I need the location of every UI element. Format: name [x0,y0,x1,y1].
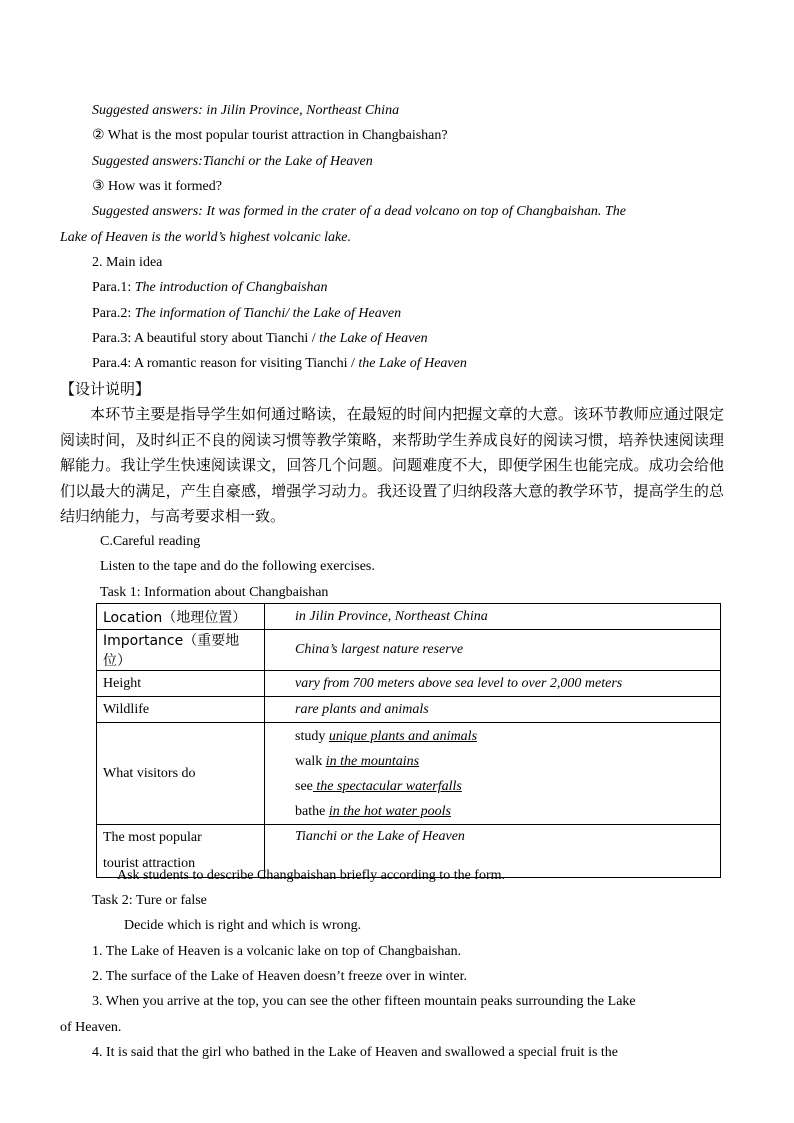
statement-3-line2: of Heaven. [60,1020,122,1035]
task-2-heading: Task 2: Ture or false [92,893,207,908]
popular-value: Tianchi or the Lake of Heaven [265,825,721,878]
statement-2: 2. The surface of the Lake of Heaven doesn’t freeze over in winter. [92,969,467,984]
answer-3-line1: Suggested answers: It was formed in the crater of a dead volcano on top of Changbaishan. The [92,204,626,219]
ask-instruction: Ask students to describe Changbaishan briefly according to the form. [117,868,506,883]
design-paragraph: 本环节主要是指导学生如何通过略读，在最短的时间内把握文章的大意。该环节教师应通过限定阅读时间，及时纠正不良的阅读习惯等教学策略，来帮助学生养成良好的阅读习惯，培养快速阅读理解能力。我让学生快速阅读课文，回答几个问题。问题难度不大，即便学困生也能完成。成功会给他们以最大的满足，产生自豪感，增强学习动力。我还设置了归纳段落大意的教学环节，提高学生的总结归纳能力，与高考要求相一致。 [60,405,724,525]
para-text: the Lake of Heaven [358,356,467,371]
para-text: The information of Tianchi/ the Lake of Heaven [134,306,402,321]
visitor-activity-see: see the spectacular waterfalls [295,778,462,794]
table-row [97,604,721,630]
para-1-idea [92,278,328,298]
statement-1: 1. The Lake of Heaven is a volcanic lake on top of Changbaishan. [92,944,462,959]
location-label: Location（地理位置） [97,604,265,630]
importance-label: Importance（重要地位） [97,630,265,671]
design-heading: 【设计说明】 [60,380,151,398]
visitors-value [265,723,721,825]
answer-3-line2: Lake of Heaven is the world’s highest volcanic lake. [60,230,351,245]
para-3-idea [92,329,428,349]
answer-2: Suggested answers:Tianchi or the Lake of Heaven [92,154,373,169]
question-3: ③ How was it formed? [92,179,222,194]
para-label: Para.4: A romantic reason for visiting Tianchi / [92,356,359,371]
para-label: Para.1: [92,280,135,295]
location-value: in Jilin Province, Northeast China [265,604,721,630]
para-label: Para.2: [92,306,135,321]
careful-reading-heading: C.Careful reading [100,534,201,549]
para-4-idea [92,354,467,374]
question-2: ② What is the most popular tourist attraction in Changbaishan? [92,128,448,143]
statement-3-line1: 3. When you arrive at the top, you can see the other fifteen mountain peaks surrounding the Lake [92,994,636,1009]
para-2-idea [92,304,401,324]
table-row [97,723,721,825]
importance-value: China’s largest nature reserve [265,630,721,671]
main-idea-heading: 2. Main idea [92,255,163,270]
wildlife-value: rare plants and animals [265,697,721,723]
visitor-activity-walk: walk in the mountains [295,753,420,769]
popular-label: The most popular tourist attraction [97,825,265,878]
wildlife-label: Wildlife [97,697,265,723]
answer-1: Suggested answers: in Jilin Province, Northeast China [92,103,400,118]
task-1-heading: Task 1: Information about Changbaishan [100,585,329,600]
statement-4: 4. It is said that the girl who bathed in the Lake of Heaven and swallowed a special fruit is the [92,1045,619,1060]
visitors-label: What visitors do [97,723,265,825]
para-text: the Lake of Heaven [319,331,428,346]
info-table [96,603,721,878]
listen-instruction: Listen to the tape and do the following exercises. [100,559,375,574]
decide-instruction: Decide which is right and which is wrong. [124,918,362,933]
table-row [97,671,721,697]
table-row [97,697,721,723]
visitor-activity-study: study unique plants and animals [295,728,478,744]
visitor-activity-bathe: bathe in the hot water pools [295,803,451,819]
para-text: The introduction of Changbaishan [134,280,328,295]
height-label: Height [97,671,265,697]
para-label: Para.3: A beautiful story about Tianchi / [92,331,320,346]
height-value: vary from 700 meters above sea level to over 2,000 meters [265,671,721,697]
table-row [97,630,721,671]
